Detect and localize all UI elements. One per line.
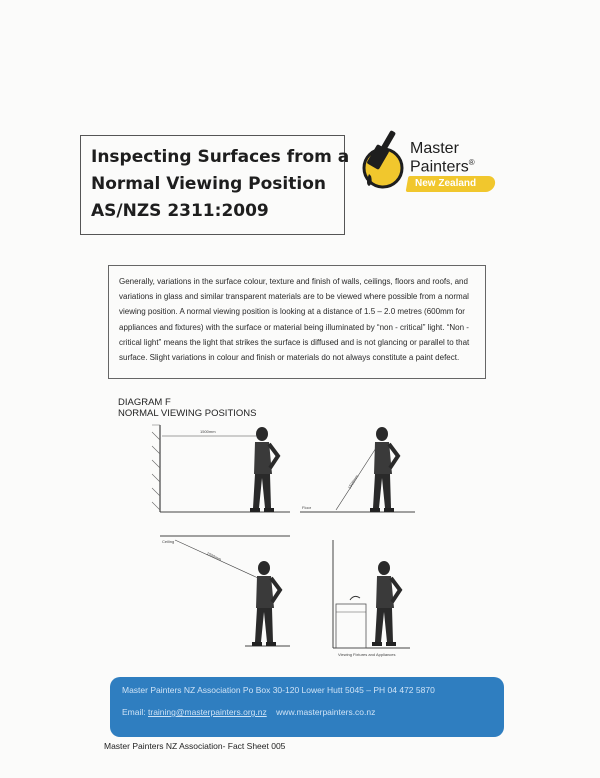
intro-paragraph: Generally, variations in the surface colour, texture and finish of walls, ceilings, floors and roofs, and variations in glass and similar transparent materials are to be viewed where possible from a normal viewing position. A normal viewing position is looking at a distance of 1.5 – 2.0 metres (600mm for appliances and fixtures) with the surface or material being illuminated by “non - critical” light. “Non - critical light” means the light that strikes the surface is diffused and is not glancing or parallel to that surface. Slight variations in colour and finish or materials do not always constitute a paint defect.: [108, 265, 486, 379]
diagram-wall-view: [152, 425, 290, 512]
wall-distance-label: 1500mm: [200, 429, 216, 434]
page-title-line-1: Inspecting Surfaces from a: [91, 147, 350, 167]
ceiling-distance-label: 1500mm: [205, 550, 223, 562]
viewer-figure: [252, 561, 280, 646]
viewer-figure: [370, 427, 398, 512]
floor-distance-label: 1500mm: [346, 473, 360, 490]
logo-text-master: Master: [410, 140, 459, 157]
page-title-line-3: AS/NZS 2311:2009: [91, 201, 269, 221]
email-label: Email:: [122, 707, 146, 717]
ceiling-label: Ceiling: [162, 539, 175, 544]
viewer-figure: [372, 561, 400, 646]
fact-sheet-caption: Master Painters NZ Association- Fact Sheet 005: [104, 741, 286, 751]
email-link[interactable]: training@masterpainters.org.nz: [148, 707, 267, 717]
logo-text-region: New Zealand: [415, 178, 477, 189]
contact-links: [122, 707, 375, 717]
diagram-floor-view: [300, 427, 415, 512]
floor-label: Floor: [302, 505, 312, 510]
diagram-ceiling-view: [160, 536, 290, 646]
viewer-figure: [250, 427, 278, 512]
diagram-label: DIAGRAM F: [118, 397, 171, 408]
association-address: Master Painters NZ Association Po Box 30-120 Lower Hutt 5045 – PH 04 472 5870: [122, 685, 435, 695]
diagram-subtitle: NORMAL VIEWING POSITIONS: [118, 408, 257, 419]
logo-painters-word: Painters: [410, 158, 469, 176]
page-title-line-2: Normal Viewing Position: [91, 174, 326, 194]
fixture-label: Viewing Fixtures and Appliances: [338, 652, 396, 657]
diagram-fixture-view: [333, 540, 410, 657]
website-link[interactable]: www.masterpainters.co.nz: [276, 707, 376, 717]
registered-mark: ®: [468, 158, 475, 167]
contact-footer: [110, 677, 504, 737]
